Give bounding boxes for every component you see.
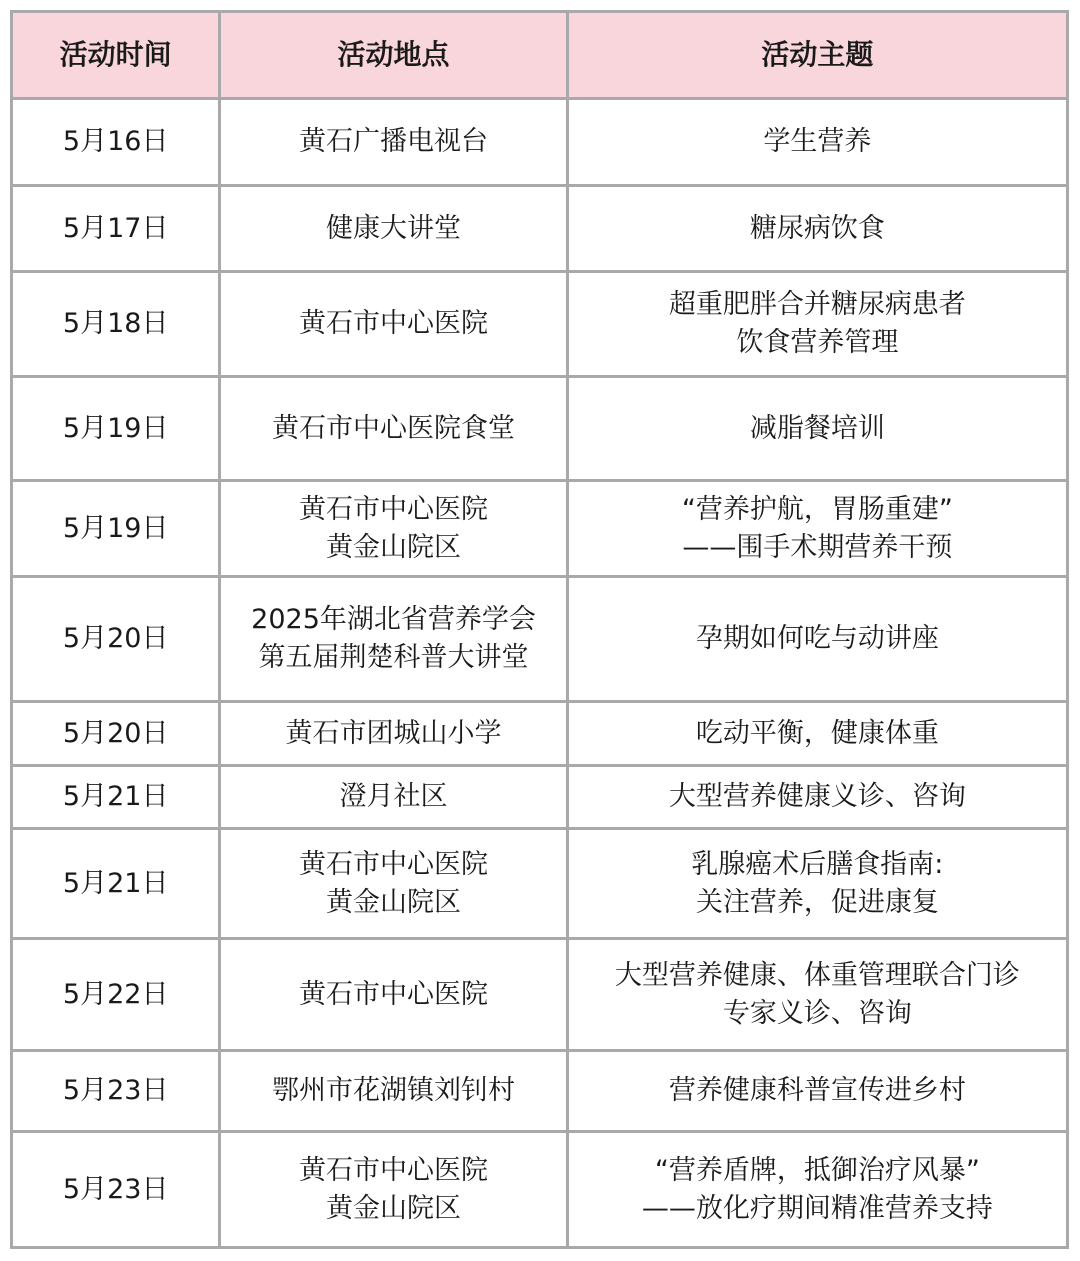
topic-line: “营养护航，胃肠重建” — [681, 493, 953, 525]
topic-line: 关注营养，促进康复 — [695, 886, 939, 918]
place-line: 健康大讲堂 — [326, 212, 462, 244]
topic-line: 营养健康科普宣传进乡村 — [668, 1075, 966, 1106]
place-line: 黄石市中心医院食堂 — [272, 412, 516, 444]
topic-cell — [567, 1132, 1067, 1248]
topic-line: 乳腺癌术后膳食指南: — [691, 848, 944, 880]
place-line: 黄石广播电视台 — [299, 126, 489, 157]
table-row — [12, 702, 1068, 766]
place-line: 黄金山院区 — [326, 531, 462, 563]
table-row — [12, 939, 1068, 1051]
place-line: 黄石市中心医院 — [299, 493, 489, 525]
place-cell — [220, 766, 567, 829]
table-row — [12, 99, 1068, 186]
topic-line: “营养盾牌，抵御治疗风暴” — [654, 1154, 980, 1186]
topic-cell — [567, 1051, 1067, 1132]
place-cell — [220, 939, 567, 1051]
topic-line: 孕期如何吃与动讲座 — [695, 623, 939, 654]
place-line: 鄂州市花湖镇刘钊村 — [272, 1075, 516, 1106]
table-row — [12, 1132, 1068, 1248]
table-body — [12, 99, 1068, 1248]
place-cell — [220, 377, 567, 481]
activity-schedule-table — [10, 10, 1069, 1249]
topic-line: 减脂餐培训 — [749, 412, 885, 444]
date-cell: 5月21日 — [12, 829, 220, 939]
place-line: 黄石市中心医院 — [299, 1154, 489, 1186]
header-date: 活动时间 — [12, 12, 220, 99]
date-cell: 5月19日 — [12, 481, 220, 577]
place-line: 黄石市中心医院 — [299, 978, 489, 1010]
topic-cell — [567, 377, 1067, 481]
place-line: 黄石市中心医院 — [299, 308, 489, 339]
place-line: 黄石市团城山小学 — [285, 717, 502, 749]
date-cell: 5月20日 — [12, 702, 220, 766]
topic-cell — [567, 577, 1067, 702]
topic-line: 超重肥胖合并糖尿病患者 — [668, 289, 966, 320]
place-cell — [220, 99, 567, 186]
table-header-row — [12, 12, 1068, 99]
header-place: 活动地点 — [220, 12, 567, 99]
date-cell: 5月16日 — [12, 99, 220, 186]
place-cell — [220, 1132, 567, 1248]
place-cell — [220, 272, 567, 377]
topic-line: 专家义诊、咨询 — [722, 997, 912, 1029]
topic-cell — [567, 766, 1067, 829]
topic-cell — [567, 186, 1067, 272]
topic-line: 大型营养健康、体重管理联合门诊 — [614, 959, 1020, 991]
place-cell — [220, 702, 567, 766]
date-cell: 5月21日 — [12, 766, 220, 829]
place-cell — [220, 1051, 567, 1132]
date-cell: 5月23日 — [12, 1051, 220, 1132]
place-line: 第五届荆楚科普大讲堂 — [258, 642, 529, 673]
topic-cell — [567, 99, 1067, 186]
topic-line: 糖尿病饮食 — [749, 212, 885, 244]
table-row — [12, 577, 1068, 702]
topic-line: 吃动平衡，健康体重 — [695, 717, 939, 749]
place-line: 2025年湖北省营养学会 — [251, 604, 536, 635]
topic-cell — [567, 939, 1067, 1051]
table-row — [12, 481, 1068, 577]
topic-cell — [567, 829, 1067, 939]
place-line: 黄金山院区 — [326, 886, 462, 918]
place-cell — [220, 829, 567, 939]
place-cell — [220, 481, 567, 577]
header-topic: 活动主题 — [567, 12, 1067, 99]
date-cell: 5月18日 — [12, 272, 220, 377]
table-row — [12, 766, 1068, 829]
date-cell: 5月19日 — [12, 377, 220, 481]
place-line: 黄金山院区 — [326, 1192, 462, 1224]
topic-cell — [567, 702, 1067, 766]
topic-line: 大型营养健康义诊、咨询 — [668, 781, 966, 812]
topic-cell — [567, 272, 1067, 377]
table-row — [12, 377, 1068, 481]
date-cell: 5月20日 — [12, 577, 220, 702]
topic-line: ——放化疗期间精准营养支持 — [641, 1192, 993, 1224]
table-row — [12, 1051, 1068, 1132]
topic-line: ——围手术期营养干预 — [682, 531, 953, 563]
table-row — [12, 829, 1068, 939]
place-cell — [220, 577, 567, 702]
topic-line: 学生营养 — [763, 126, 872, 157]
place-line: 黄石市中心医院 — [299, 848, 489, 880]
table-row — [12, 186, 1068, 272]
date-cell: 5月23日 — [12, 1132, 220, 1248]
table-row — [12, 272, 1068, 377]
topic-cell — [567, 481, 1067, 577]
date-cell: 5月22日 — [12, 939, 220, 1051]
date-cell: 5月17日 — [12, 186, 220, 272]
place-line: 澄月社区 — [339, 781, 448, 812]
place-cell — [220, 186, 567, 272]
topic-line: 饮食营养管理 — [736, 327, 899, 358]
